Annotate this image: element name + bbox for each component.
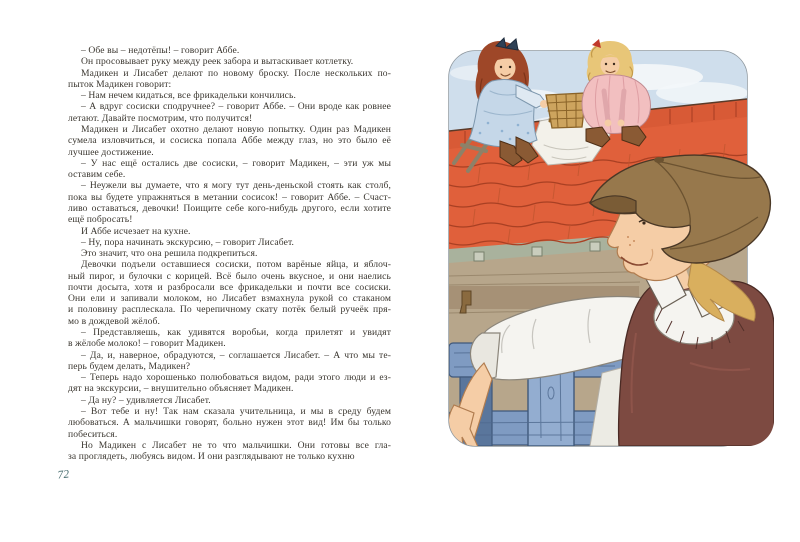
text-line: – Вот тебе и ну! Так нам сказала учительница, и мы в среду будем xyxy=(81,406,391,417)
text-line: почти досыта, хотя и разбросали все фрикадельки и почти все сосиски. xyxy=(68,281,391,293)
text-line: – Обе вы – недотёпы! – говорит Аббе. xyxy=(81,45,240,56)
text-line: сумела изловчиться, и сосиска попала Аббе между глаз, но это было её xyxy=(68,135,391,147)
text-line: пыток Мадикен говорит: xyxy=(68,78,172,90)
lisabet-dress xyxy=(582,75,650,134)
text-line: пока вы будете упражняться в метании сосисок! – говорит Аббе. – Счаст- xyxy=(68,191,391,203)
cap-button xyxy=(654,157,664,163)
text-line: И Аббе исчезает на кухне. xyxy=(81,225,191,237)
text-line: Мадикен и Лисабет делают по новому броску. После нескольких по- xyxy=(81,67,391,79)
text-line: – Да ну? – удивляется Лисабет. xyxy=(81,394,211,406)
text-line: любоваться. А мальчишки говорят, больно нужен этот вид! Им бы только xyxy=(68,417,391,429)
text-line: лучшее достижение. xyxy=(68,146,154,158)
text-line: ещё побросать! xyxy=(68,214,133,226)
text-line: Это значит, что она решила подкрепиться. xyxy=(81,248,258,260)
text-line: – А вдруг сосиски сподручнее? – говорит Аббе. – Они вроде как ровнее xyxy=(81,101,391,113)
text-line: Девочки подъели оставшиеся сосиски, потом варёные яйца, и яблоч- xyxy=(81,259,391,271)
text-line: за проглядеть, любуясь видом. И они разглядывают не только кухню xyxy=(68,451,355,463)
lisabet-hand-right xyxy=(618,120,625,127)
text-line: ный пирог, и булочки с корицей. Всё было очень вкусное, и они наелись xyxy=(68,270,391,282)
text-line: Они ели и запивали молоком, но Лисабет взмахнула рукой со стаканом xyxy=(68,293,391,305)
illustration xyxy=(440,33,776,463)
abbe-pupil xyxy=(642,221,645,224)
text-line: летают. Давайте посмотрим, что получится! xyxy=(68,112,253,124)
text-line: дят на экскурсии, – внушительно объясняет Мадикен. xyxy=(68,383,294,395)
lisabet-hand-left xyxy=(605,120,612,127)
text-line: – Теперь надо хорошенько полюбоваться видом, ради этого люди и ез- xyxy=(81,372,391,384)
text-line: – Да, и, наверное, обрадуются, – соглашается Лисабет. – А что мы те- xyxy=(81,349,391,361)
text-line: – У нас ещё остались две сосиски, – говорит Мадикен, – эти уж мы xyxy=(81,157,391,169)
text-line: – Представляешь, как удивятся воробьи, когда прилетят и увидят xyxy=(81,327,391,339)
text-line: мо в дождевой жёлоб. xyxy=(68,315,160,327)
text-line: побеситься. xyxy=(68,428,118,440)
page-number: 72 xyxy=(57,468,70,482)
text-line: – Нам нечем кидаться, все фрикадельки кончились. xyxy=(81,90,297,102)
text-line: Но Мадикен с Лисабет не то что мальчишки. Они готовы все гла- xyxy=(81,439,391,451)
text-line: в жёлобе молоко! – говорит Мадикен. xyxy=(68,338,226,350)
basket xyxy=(546,93,586,128)
text-line: – Ну, пора начинать экскурсию, – говорит Лисабет. xyxy=(81,236,295,248)
text-line: перь будем делать, Мадикен? xyxy=(68,360,191,372)
text-line: – Неужели вы думаете, что я могу тут день-деньской стоять как столб, xyxy=(81,180,391,192)
text-line: оставим себе. xyxy=(68,169,126,181)
text-line: ливо оставаться, девочки! Поищите себе кого-нибудь другого, если хотите xyxy=(68,202,391,214)
text-line: Он просовывает руку между реек забора и вытаскивает котлетку. xyxy=(81,56,354,68)
text-column xyxy=(68,45,391,462)
text-line: и половину расплескала. По черепичному скату потёк белый ручеёк пря- xyxy=(68,304,391,316)
roof-scene xyxy=(440,33,776,463)
text-line: Мадикен и Лисабет охотно делают новую попытку. Один раз Мадикен xyxy=(81,123,391,135)
